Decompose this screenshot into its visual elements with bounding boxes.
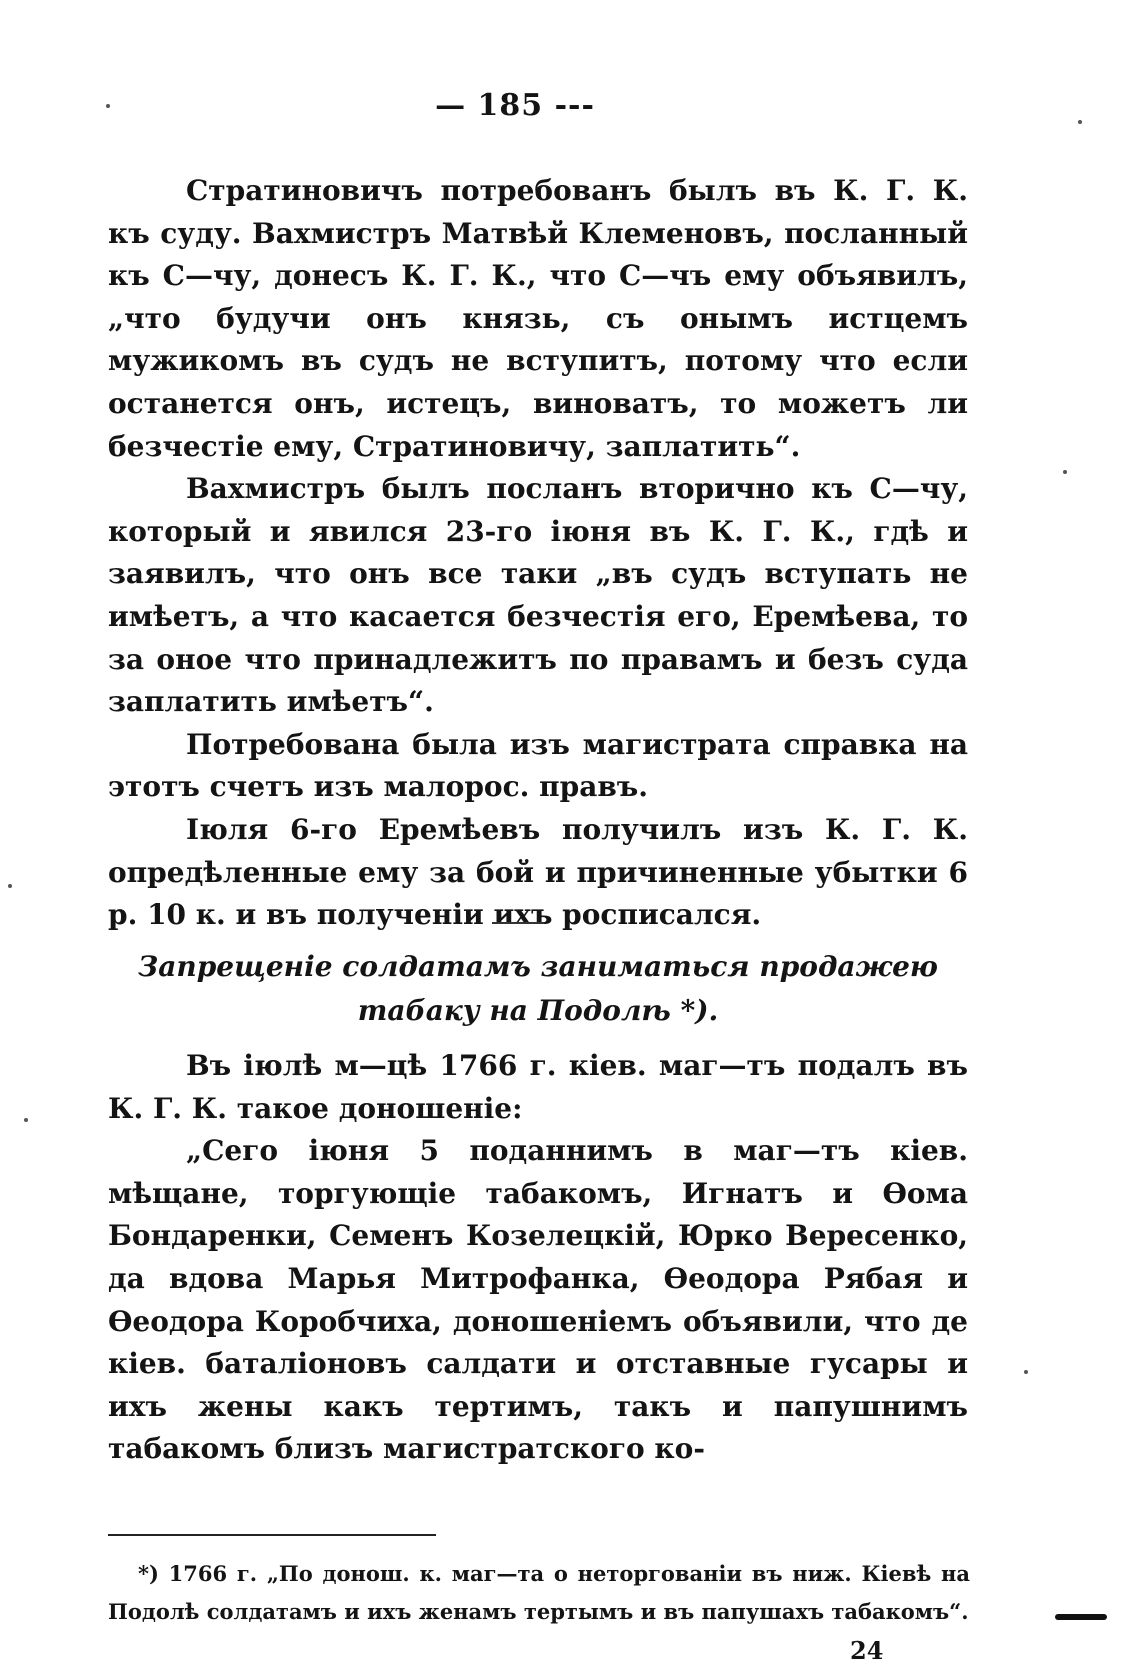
paragraph: Іюля 6-го Еремѣевъ получилъ изъ К. Г. К. опредѣленные ему за бой и причиненные убытки 6 р. 10 к. и въ полученіи ихъ росписался. — [108, 812, 968, 932]
ink-speck — [106, 104, 110, 108]
paragraph: „Сего іюня 5 поданнимъ в маг—тъ кіев. мѣщане, торгующіе табакомъ, Игнатъ и Ѳома Бондаренки, Семенъ Козелецкій, Юрко Вересенко, да вдова Марья Митрофанка, Ѳеодора Рябая и Ѳеодора Коробчиха, доношеніемъ объявили, что де кіев. баталіоновъ салдати и отставные гусары и ихъ жены какъ тертимъ, такъ и папушнимъ табакомъ близъ магистратского ко- — [108, 1134, 968, 1466]
footnote-rule — [108, 1534, 436, 1536]
section-divider — [492, 922, 544, 924]
paragraph: Стратиновичъ потребованъ былъ въ К. Г. К. къ суду. Вахмистръ Матвѣй Клеменовъ, посланный къ С—чу, донесъ К. Г. К., что С—чъ ему объявилъ, „что будучи онъ князь, съ онымъ истцемъ мужикомъ въ судъ не вступитъ, потому что если останется онъ, истецъ, виноватъ, то можетъ ли безчестіе ему, Стратиновичу, заплатить“. — [108, 174, 968, 463]
ink-speck — [1078, 120, 1082, 124]
paragraph: Въ іюлѣ м—цѣ 1766 г. кіев. маг—тъ подалъ въ К. Г. К. такое доношеніе: — [108, 1049, 968, 1125]
section-2-text — [108, 1045, 968, 1471]
footnote-text: *) 1766 г. „По донош. к. маг—та о неторгованіи въ ниж. Кіевѣ на Подолѣ солдатамъ и ихъ женамъ тертымъ и въ папушахъ табакомъ“. — [108, 1561, 970, 1624]
ink-speck — [8, 884, 12, 888]
ink-speck — [1063, 470, 1067, 474]
page-number: — 185 --- — [435, 88, 595, 123]
margin-ink-mark — [1055, 1614, 1107, 1620]
paragraph: Потребована была изъ магистрата справка на этотъ счетъ изъ малорос. правъ. — [108, 727, 968, 804]
footnote — [108, 1555, 970, 1631]
ink-speck — [24, 1118, 28, 1122]
ink-speck — [1024, 1370, 1028, 1374]
section-title: Запрещеніе солдатамъ заниматься продажею табаку на Подолѣ *). — [138, 950, 938, 1027]
section-1-text — [108, 170, 968, 937]
paragraph: Вахмистръ былъ посланъ вторично къ С—чу, который и явился 23-го іюня въ К. Г. К., гдѣ и заявилъ, что онъ все таки „въ судъ вступать не имѣетъ, а что касается безчестія его, Еремѣева, то за оное что принадлежитъ по правамъ и безъ суда заплатить имѣетъ“. — [108, 472, 968, 719]
printer-signature-mark: 24 — [850, 1636, 884, 1665]
